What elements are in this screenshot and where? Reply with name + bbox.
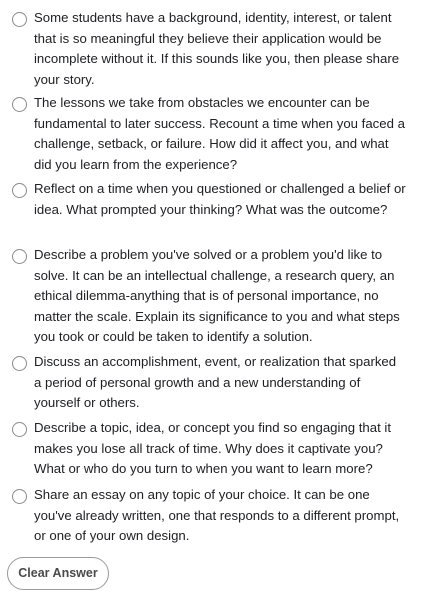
radio-button[interactable] [12,183,27,198]
clear-answer-button[interactable]: Clear Answer [7,557,109,590]
radio-button[interactable] [12,97,27,112]
prompt-option-label: The lessons we take from obstacles we encounter can be fundamental to later success. Recount a time when you faced a challenge, setback, or failure. How did it affect you, and what did you learn from the experience? [34,95,405,172]
radio-button[interactable] [12,489,27,504]
radio-button[interactable] [12,356,27,371]
prompt-option-label: Share an essay on any topic of your choice. It can be one you've already written, one that responds to a different prompt, or one of your own design. [34,487,400,543]
prompt-option-label: Some students have a background, identity, interest, or talent that is so meaningful they believe their application would be incomplete without it. If this sounds like you, then please share your story. [34,10,400,87]
prompt-option-label: Describe a problem you've solved or a problem you'd like to solve. It can be an intellectual challenge, a research query, an ethical dilemma-anything that is of personal importance, no matter the scale. Explain its significance to you and what steps you took or could be taken to identify a solution. [34,247,400,344]
radio-button[interactable] [12,12,27,27]
prompt-option-label: Discuss an accomplishment, event, or realization that sparked a period of personal growth and a new understanding of yourself or others. [34,354,397,410]
prompt-option-label: Describe a topic, idea, or concept you find so engaging that it makes you lose all track of time. Why does it captivate you? What or who do you turn to when you want to learn more? [34,420,392,476]
radio-button[interactable] [12,249,27,264]
radio-button[interactable] [12,422,27,437]
prompt-option-label: Reflect on a time when you questioned or challenged a belief or idea. What prompted your thinking? What was the outcome? [34,181,406,217]
